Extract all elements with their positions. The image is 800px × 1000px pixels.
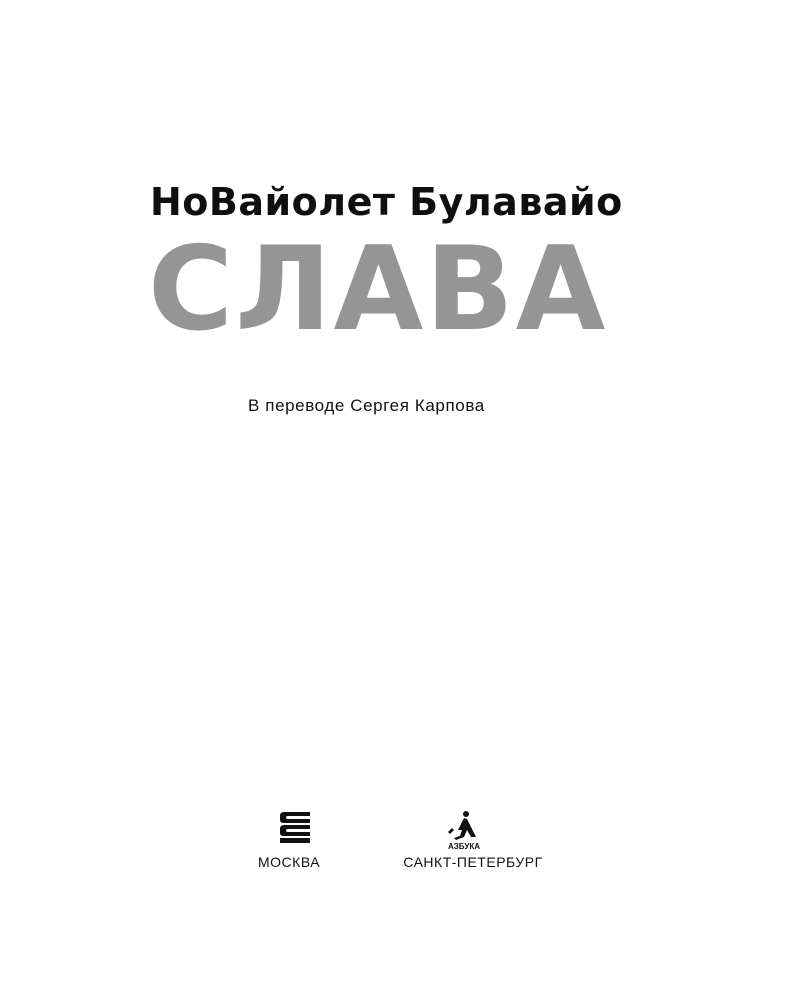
book-title: СЛАВА (148, 222, 608, 357)
stacked-books-logo-icon (278, 810, 314, 844)
svg-text:АЗБУКА: АЗБУКА (448, 842, 480, 850)
publisher-city-moscow: МОСКВА (258, 854, 321, 870)
translator-line: В переводе Сергея Карпова (248, 396, 485, 415)
author-name: НоВайолет Булавайо (150, 180, 623, 224)
publisher-spb (388, 810, 558, 870)
publisher-city-spb: САНКТ-ПЕТЕРБУРГ (403, 854, 543, 870)
azbuka-logo-icon (440, 810, 490, 850)
publisher-moscow (258, 810, 348, 870)
